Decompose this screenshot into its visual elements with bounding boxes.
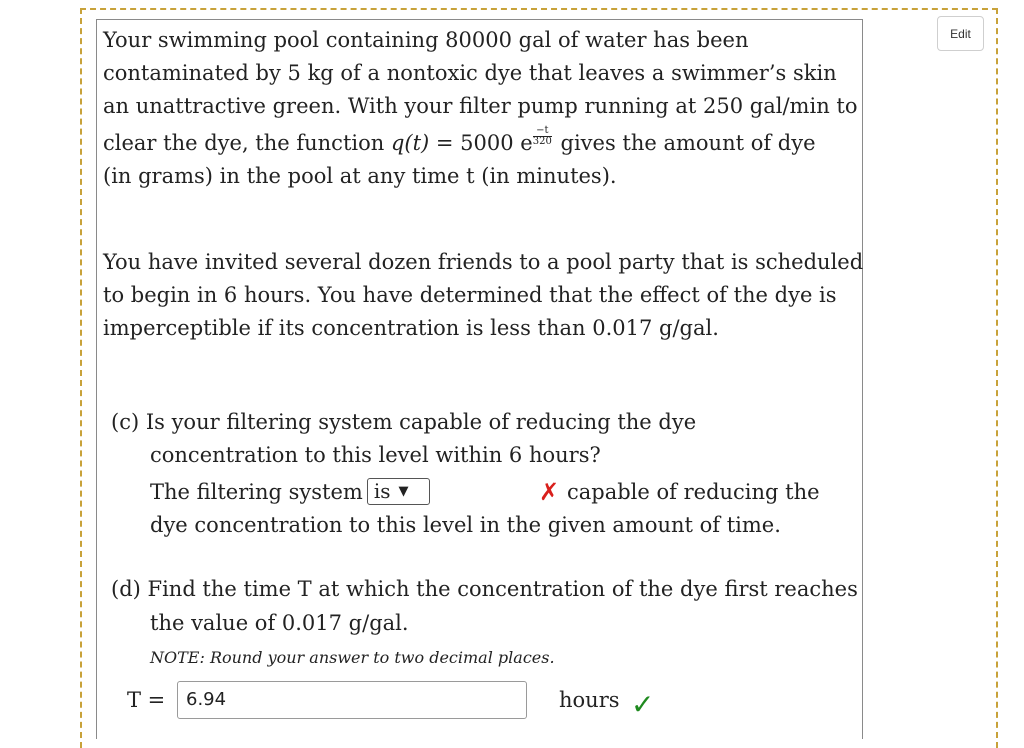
- intro-line: contaminated by 5 kg of a nontoxic dye that leaves a swimmer’s skin: [103, 61, 837, 85]
- party-line: imperceptible if its concentration is less than 0.017 g/gal.: [103, 316, 719, 340]
- part-d-question-line2: the value of 0.017 g/gal.: [150, 611, 409, 635]
- part-c-answer: [150, 476, 430, 509]
- x-mark-icon: ✗: [539, 478, 560, 506]
- party-line: You have invited several dozen friends to a pool party that is scheduled: [103, 250, 864, 274]
- intro-paragraph: [103, 24, 857, 193]
- function-coefficient: = 5000 e: [429, 131, 533, 155]
- intro-text: gives the amount of dye: [553, 131, 816, 155]
- select-value: is: [373, 479, 391, 503]
- unit-label: hours: [559, 688, 620, 712]
- intro-line: [103, 127, 857, 160]
- function-name: q(t): [390, 131, 430, 155]
- part-c-question: (c) Is your filtering system capable of reducing the dye: [111, 410, 697, 434]
- intro-line: Your swimming pool containing 80000 gal of water has been: [103, 28, 749, 52]
- part-c-answer-line2: dye concentration to this level in the given amount of time.: [150, 513, 781, 537]
- intro-text: clear the dye, the function: [103, 131, 391, 155]
- part-d-question: (d) Find the time T at which the concentration of the dye first reaches: [111, 577, 858, 601]
- answer-input[interactable]: 6.94: [177, 681, 527, 719]
- intro-line: an unattractive green. With your filter pump running at 250 gal/min to: [103, 94, 858, 118]
- chevron-down-icon: ▼: [398, 484, 409, 499]
- party-line: to begin in 6 hours. You have determined that the effect of the dye is: [103, 283, 837, 307]
- capability-select[interactable]: [367, 478, 430, 505]
- rounding-note: NOTE: Round your answer to two decimal places.: [150, 648, 555, 667]
- edit-button[interactable]: Edit: [937, 16, 984, 51]
- part-c-question-line2: concentration to this level within 6 hours?: [150, 443, 601, 467]
- part-c-answer-suffix: capable of reducing the: [567, 480, 820, 504]
- check-mark-icon: ✓: [631, 688, 655, 721]
- intro-line: (in grams) in the pool at any time t (in minutes).: [103, 164, 617, 188]
- party-paragraph: [103, 246, 863, 345]
- exponent-numerator: −t: [533, 126, 552, 137]
- problem-panel: [96, 19, 863, 739]
- variable-label: T =: [127, 688, 166, 712]
- exponent-denominator: 320: [532, 136, 552, 147]
- exponent-fraction: [533, 126, 552, 147]
- part-c-answer-text: The filtering system: [150, 480, 363, 504]
